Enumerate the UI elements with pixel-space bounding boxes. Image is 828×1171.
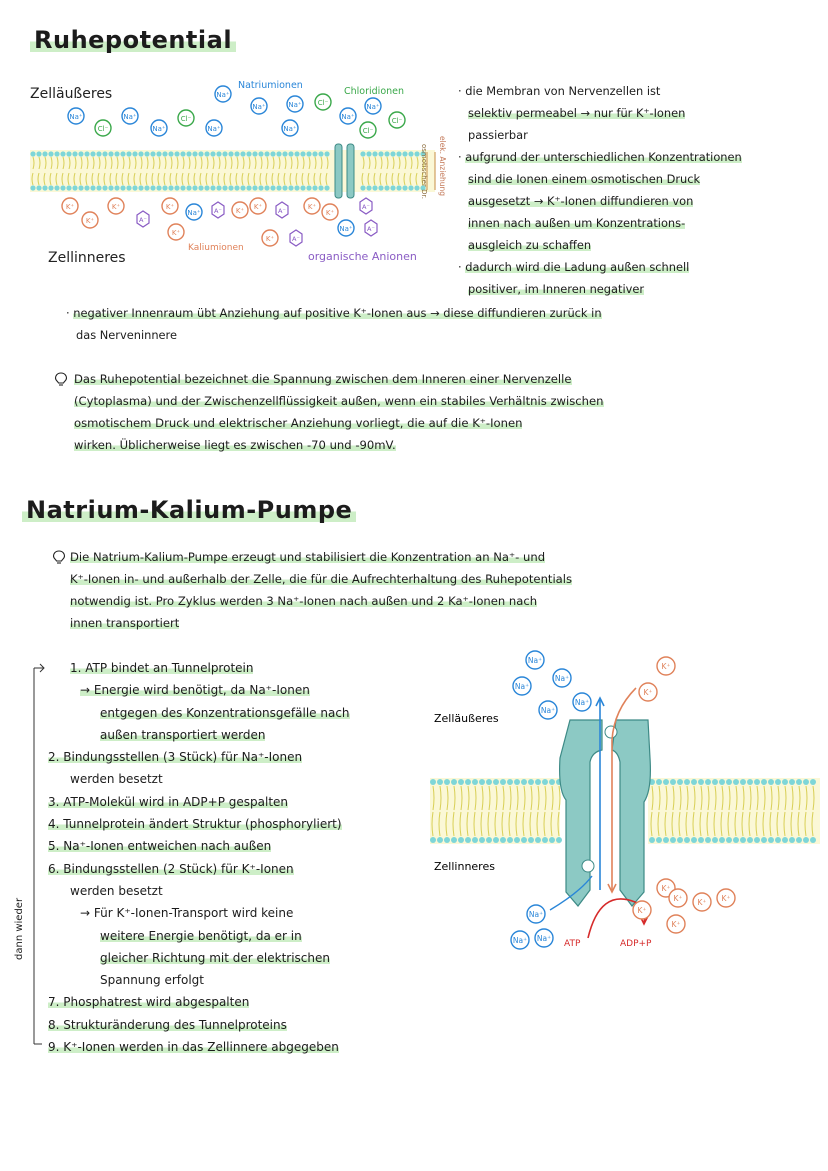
bullet-line: · die Membran von Nervenzellen ist — [458, 84, 661, 98]
outside-label: Zelläußeres — [434, 712, 499, 725]
bullet-line: positiver, im Inneren negativer — [468, 282, 645, 296]
definition-line: osmotischem Druck und elektrischer Anziehung vorliegt, die auf die K⁺-Ionen — [74, 416, 523, 430]
sodium-ion — [527, 905, 545, 923]
svg-text:A⁻: A⁻ — [139, 216, 147, 224]
svg-text:K⁺: K⁺ — [171, 229, 181, 237]
resting-definition — [74, 368, 809, 456]
potassium-ion — [717, 889, 735, 907]
step-line: → Für K⁺-Ionen-Transport wird keine — [80, 906, 294, 921]
step-line: entgegen des Konzentrationsgefälle nach — [100, 705, 350, 720]
sodium-label: Natriumionen — [238, 80, 303, 91]
svg-text:A⁻: A⁻ — [292, 235, 300, 243]
loop-bracket — [20, 660, 50, 1052]
svg-text:K⁺: K⁺ — [661, 884, 671, 893]
potassium-ion — [168, 224, 184, 240]
svg-text:K⁺: K⁺ — [165, 203, 175, 211]
svg-text:Na⁺: Na⁺ — [339, 225, 353, 233]
svg-text:Na⁺: Na⁺ — [341, 113, 355, 121]
potassium-ion — [62, 198, 78, 214]
svg-text:Na⁺: Na⁺ — [207, 125, 221, 133]
step-line: 5. Na⁺-Ionen entweichen nach außen — [48, 839, 272, 854]
svg-text:K⁺: K⁺ — [721, 894, 731, 903]
resting-potential-diagram — [30, 72, 450, 272]
step-line: → Energie wird benötigt, da Na⁺-Ionen — [80, 683, 310, 698]
definition-line: innen transportiert — [70, 616, 180, 630]
svg-text:A⁻: A⁻ — [362, 203, 370, 211]
atp-label: ATP — [564, 939, 581, 949]
sodium-ion — [68, 108, 84, 124]
svg-text:K⁺: K⁺ — [325, 209, 335, 217]
svg-text:Na⁺: Na⁺ — [514, 682, 530, 691]
svg-text:Na⁺: Na⁺ — [252, 103, 266, 111]
definition-line: Die Natrium-Kalium-Pumpe erzeugt und stabilisiert die Konzentration an Na⁺- und — [70, 550, 546, 564]
svg-text:K⁺: K⁺ — [643, 688, 653, 697]
svg-text:Cl⁻: Cl⁻ — [317, 99, 329, 107]
svg-text:K⁺: K⁺ — [253, 203, 263, 211]
svg-text:K⁺: K⁺ — [111, 203, 121, 211]
anion-label: organische Anionen — [308, 250, 417, 263]
svg-text:K⁺: K⁺ — [661, 662, 671, 671]
sodium-ion — [573, 693, 591, 711]
resting-bottom-bullet — [66, 302, 806, 346]
potassium-ion — [669, 889, 687, 907]
potassium-ion — [633, 901, 651, 919]
inside-label: Zellinneres — [434, 860, 495, 873]
svg-text:Cl⁻: Cl⁻ — [362, 127, 374, 135]
anion — [276, 202, 288, 218]
anion — [137, 211, 149, 227]
definition-line: K⁺-Ionen in- und außerhalb der Zelle, die für die Aufrechterhaltung des Ruhepotentials — [70, 572, 573, 586]
bullet-line: · aufgrund der unterschiedlichen Konzentrationen — [458, 150, 742, 164]
step-line: 2. Bindungsstellen (3 Stück) für Na⁺-Ionen — [48, 750, 303, 765]
svg-text:Na⁺: Na⁺ — [527, 656, 543, 665]
svg-text:Cl⁻: Cl⁻ — [180, 115, 192, 123]
step-line: 6. Bindungsstellen (2 Stück) für K⁺-Ionen — [48, 861, 294, 876]
anion — [212, 202, 224, 218]
sodium-ion — [282, 120, 298, 136]
potassium-ion — [82, 212, 98, 228]
svg-text:Na⁺: Na⁺ — [366, 103, 380, 111]
step-line: werden besetzt — [70, 772, 163, 787]
section-title-resting: Ruhepotential — [30, 26, 236, 54]
sodium-ion — [338, 220, 354, 236]
svg-text:Na⁺: Na⁺ — [216, 91, 230, 99]
section-title-pump: Natrium-Kalium-Pumpe — [22, 496, 356, 524]
pump-definition — [70, 546, 810, 634]
step-line: 4. Tunnelprotein ändert Struktur (phosphoryliert) — [48, 817, 342, 832]
step-line: 8. Strukturänderung des Tunnelproteins — [48, 1017, 287, 1032]
potassium-ion — [304, 198, 320, 214]
svg-text:A⁻: A⁻ — [214, 207, 222, 215]
svg-text:K⁺: K⁺ — [85, 217, 95, 225]
chloride-ion — [360, 122, 376, 138]
definition-line: Das Ruhepotential bezeichnet die Spannung zwischen dem Inneren einer Nervenzelle — [74, 372, 572, 386]
potassium-label: Kaliumionen — [188, 243, 244, 253]
svg-text:Cl⁻: Cl⁻ — [391, 117, 403, 125]
sodium-ion — [535, 929, 553, 947]
potassium-ion — [693, 893, 711, 911]
bullet-line: sind die Ionen einem osmotischen Druck — [468, 172, 701, 186]
anion — [360, 198, 372, 214]
bullet-line: selektiv permeabel → nur für K⁺-Ionen — [468, 106, 686, 120]
svg-text:A⁻: A⁻ — [367, 225, 375, 233]
svg-text:Na⁺: Na⁺ — [554, 674, 570, 683]
potassium-ion — [108, 198, 124, 214]
sodium-ion — [513, 677, 531, 695]
potassium-ion — [667, 915, 685, 933]
svg-text:Cl⁻: Cl⁻ — [97, 125, 109, 133]
bullet-line: das Nerveninnere — [76, 328, 177, 342]
step-line: 9. K⁺-Ionen werden in das Zellinnere abgegeben — [48, 1040, 339, 1055]
svg-text:Na⁺: Na⁺ — [574, 698, 590, 707]
potassium-ion — [262, 230, 278, 246]
sodium-ion — [206, 120, 222, 136]
sodium-ion — [251, 98, 267, 114]
sodium-ion — [215, 86, 231, 102]
svg-text:Na⁺: Na⁺ — [187, 209, 201, 217]
bullet-line: · negativer Innenraum übt Anziehung auf positive K⁺-Ionen aus → diese diffundieren zurück in — [66, 306, 602, 320]
membrane-bilayer — [30, 150, 435, 192]
svg-text:K⁺: K⁺ — [697, 898, 707, 907]
definition-line: (Cytoplasma) und der Zwischenzellflüssigkeit außen, wenn ein stabiles Verhältnis zwischen — [74, 394, 604, 408]
svg-text:K⁺: K⁺ — [671, 920, 681, 929]
svg-text:K⁺: K⁺ — [65, 203, 75, 211]
step-line: 3. ATP-Molekül wird in ADP+P gespalten — [48, 794, 289, 809]
anion — [290, 230, 302, 246]
lightbulb-icon — [52, 550, 66, 566]
sodium-ion — [122, 108, 138, 124]
lightbulb-icon — [54, 372, 68, 388]
potassium-ion — [322, 204, 338, 220]
potassium-ion — [657, 657, 675, 675]
potassium-ion — [639, 683, 657, 701]
step-line: 1. ATP bindet an Tunnelprotein — [70, 661, 254, 675]
bullet-line: passierbar — [468, 128, 528, 142]
svg-text:Na⁺: Na⁺ — [540, 706, 556, 715]
step-line: Spannung erfolgt — [100, 973, 204, 988]
pump-diagram — [430, 640, 820, 960]
sodium-ion — [151, 120, 167, 136]
potassium-ion — [250, 198, 266, 214]
bullet-line: · dadurch wird die Ladung außen schnell — [458, 260, 690, 274]
svg-text:Na⁺: Na⁺ — [152, 125, 166, 133]
definition-line: notwendig ist. Pro Zyklus werden 3 Na⁺-Ionen nach außen und 2 Ka⁺-Ionen nach — [70, 594, 538, 608]
step-line: weitere Energie benötigt, da er in — [100, 928, 302, 943]
chloride-label: Chloridionen — [344, 86, 405, 97]
potassium-ion — [162, 198, 178, 214]
svg-text:A⁻: A⁻ — [278, 207, 286, 215]
step-line: außen transportiert werden — [100, 727, 266, 742]
step-line: 7. Phosphatrest wird abgespalten — [48, 995, 250, 1010]
pump-steps — [48, 657, 428, 1058]
sodium-ion — [365, 98, 381, 114]
sodium-ion — [539, 701, 557, 719]
potassium-ion — [232, 202, 248, 218]
chloride-ion — [315, 94, 331, 110]
sodium-ion — [511, 931, 529, 949]
svg-text:K⁺: K⁺ — [235, 207, 245, 215]
sodium-ion — [340, 108, 356, 124]
chloride-ion — [95, 120, 111, 136]
sodium-ion — [526, 651, 544, 669]
svg-text:Na⁺: Na⁺ — [283, 125, 297, 133]
svg-text:K⁺: K⁺ — [637, 906, 647, 915]
chloride-ion — [389, 112, 405, 128]
svg-text:K⁺: K⁺ — [673, 894, 683, 903]
sodium-ion — [186, 204, 202, 220]
electric-attraction-label: elek. Anziehung — [438, 136, 447, 196]
outside-label: Zelläußeres — [30, 86, 113, 102]
bullet-line: ausgesetzt → K⁺-Ionen diffundieren von — [468, 194, 694, 208]
adp-label: ADP+P — [620, 939, 652, 949]
bullet-line: innen nach außen um Konzentrations- — [468, 216, 686, 230]
svg-text:Na⁺: Na⁺ — [512, 936, 528, 945]
anion — [365, 220, 377, 236]
osmotic-pressure-label: osmotischer Dr. — [420, 144, 428, 199]
svg-text:Na⁺: Na⁺ — [123, 113, 137, 121]
pump-protein — [560, 720, 651, 906]
sodium-ion — [287, 96, 303, 112]
step-line: werden besetzt — [70, 883, 163, 898]
bullet-line: ausgleich zu schaffen — [468, 238, 592, 252]
svg-text:Na⁺: Na⁺ — [536, 934, 552, 943]
svg-text:Na⁺: Na⁺ — [69, 113, 83, 121]
inside-label: Zellinneres — [48, 250, 126, 266]
step-line: gleicher Richtung mit der elektrischen — [100, 950, 330, 965]
loop-label: dann wieder — [14, 897, 25, 960]
svg-text:Na⁺: Na⁺ — [528, 910, 544, 919]
resting-bullets — [458, 80, 818, 300]
definition-line: wirken. Üblicherweise liegt es zwischen -70 und -90mV. — [74, 438, 396, 452]
svg-text:K⁺: K⁺ — [307, 203, 317, 211]
sodium-ion — [553, 669, 571, 687]
chloride-ion — [178, 110, 194, 126]
svg-text:K⁺: K⁺ — [265, 235, 275, 243]
svg-text:Na⁺: Na⁺ — [288, 101, 302, 109]
